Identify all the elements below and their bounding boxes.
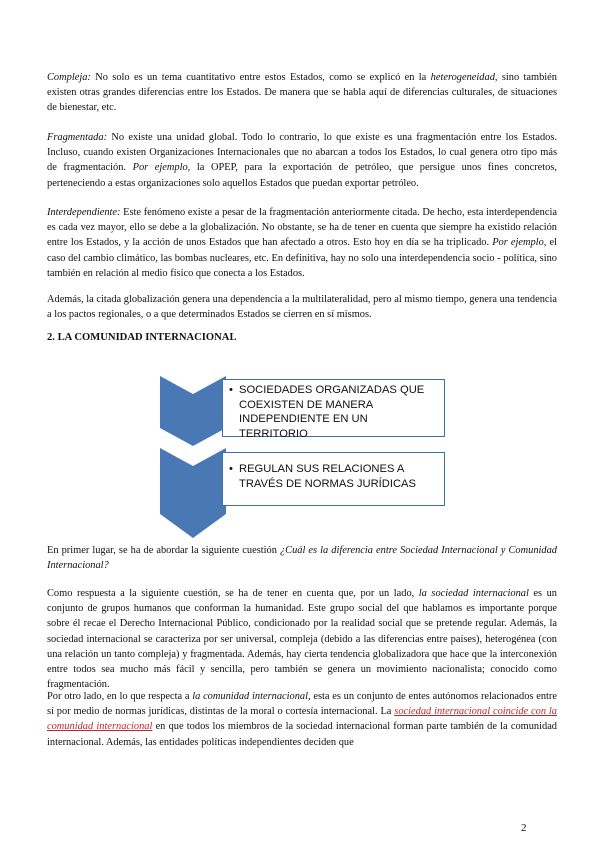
paragraph-fragmentada <box>47 130 557 191</box>
paragraph-compleja <box>47 70 557 116</box>
term-label: Interdependiente: <box>47 207 121 218</box>
paragraph-globalizacion <box>47 292 557 322</box>
paragraph-text: Como respuesta a la siguiente cuestión, se ha de tener en cuenta que, por un lado, <box>47 588 419 599</box>
paragraph-text: Además, la citada globalización genera una dependencia a la multilateralidad, pero al mismo tiempo, genera una tendencia a los pactos regionales, o a que determinados Estados se cierren en sí mismos. <box>47 294 557 321</box>
paragraph-text: el caso del cambio climático, las bombas nucleares, etc. En definitiva, hay no solo una interdependencia socio - política, sino también en relación al medio físico que conecta a los Estados. <box>47 237 557 279</box>
paragraph-pregunta <box>47 543 557 573</box>
emphasis-text: heterogeneidad <box>430 72 495 83</box>
chevron-top-shape <box>160 376 226 446</box>
paragraph-text: Este fenómeno existe a pesar de la fragmentación anteriormente citada. De hecho, esta interdependencia es cada vez mayor, ello se debe a la globalización. No obstante, se ha de tener en cuenta que siempre ha existido relación entre los Estados, y la acción de unos Estados que han afectado a otros. Esto hoy en día se ha triplicado. <box>47 207 557 249</box>
chevron-bottom-shape <box>160 448 226 538</box>
paragraph-text: Por otro lado, en lo que respecta a <box>47 691 193 702</box>
paragraph-text: No existe una unidad global. Todo lo contrario, lo que existe es una fragmentación entre los Estados. Incluso, cuando existen Organizaciones Internacionales que no abarcan a todos los Estados, lo cual genera otro tipo más de fragmentación. <box>47 132 557 174</box>
emphasis-text: Por ejemplo, <box>492 237 547 249</box>
paragraph-text: esta es un conjunto de entes autónomos relacionados entre sí por medio de normas jurídicas, distintas de la moral o cortesía internacional. La <box>47 691 557 718</box>
diagram-box-2-text: • REGULAN SUS RELACIONES A TRAVÉS DE NORMAS JURÍDICAS <box>229 462 438 491</box>
paragraph-text: la OPEP, para la exportación de petróleo, que persigue unos fines concretos, perteneciendo a estas organizaciones solo aquellos Estados que puedan exportar petróleo. <box>47 162 557 189</box>
highlighted-text: sociedad internacional coincide con la comunidad internacional <box>47 706 557 733</box>
diagram <box>160 376 445 541</box>
paragraph-text: es un conjunto de grupos humanos que conforman la humanidad. Este grupo social del que hablamos es importante porque sobre él recae el Derecho Internacional Público, condicionado por la realidad social que se pretende regular. Además, la sociedad internacional se caracteriza por ser universal, compleja (debido a las diferencias entre países), heterogénea (con una relación un tanto compleja) y fragmentada. Además, hay cierta tendencia globalizadora que hace que la interconexión entre todos sea mucho más fácil y sencilla, pero también se genera un movimiento nacionalista; conocido como fragmentación. <box>47 588 557 691</box>
term-label: Compleja: <box>47 72 91 83</box>
paragraph-sociedad <box>47 586 557 692</box>
emphasis-text: Por ejemplo, <box>132 162 191 174</box>
diagram-box-1-text: • SOCIEDADES ORGANIZADAS QUE COEXISTEN DE MANERA INDEPENDIENTE EN UN TERRITORIO <box>229 383 438 441</box>
term-label: Fragmentada: <box>47 132 108 143</box>
section-heading: 2. LA COMUNIDAD INTERNACIONAL <box>47 332 237 343</box>
paragraph-text: en que todos los miembros de la sociedad internacional forman parte también de la comunidad internacional. Además, las entidades políticas independientes deciden que <box>47 721 557 748</box>
paragraph-text: No solo es un tema cuantitativo entre estos Estados, como se explicó en la <box>90 72 431 83</box>
paragraph-text: , sino también existen otras grandes diferencias entre los Estados. De manera que se habla aquí de diferencias culturales, de situaciones de bienestar, etc. <box>47 72 557 114</box>
page-number: 2 <box>521 822 527 834</box>
paragraph-interdependiente <box>47 205 557 281</box>
paragraph-text: En primer lugar, se ha de abordar la siguiente cuestión <box>47 545 280 556</box>
emphasis-text: la comunidad internacional, <box>192 691 311 702</box>
emphasis-text: la sociedad internacional <box>418 588 529 599</box>
diagram-box-2 <box>222 452 445 506</box>
emphasis-text: ¿Cuál es la diferencia entre Sociedad Internacional y Comunidad Internacional? <box>47 545 557 572</box>
paragraph-comunidad <box>47 689 557 750</box>
diagram-box-1 <box>222 379 445 440</box>
